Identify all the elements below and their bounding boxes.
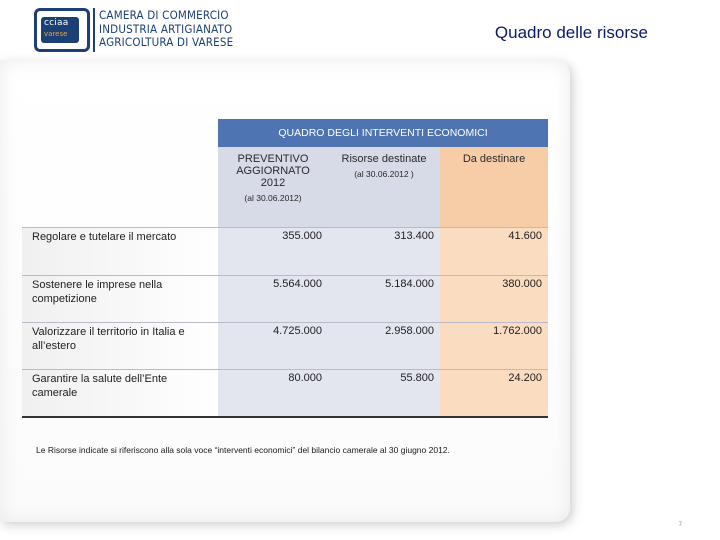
cell-da-destinare: 1.762.000	[440, 322, 548, 369]
header	[0, 0, 720, 58]
row-label: Regolare e tutelare il mercato	[22, 227, 218, 275]
col-destinate-label: Risorse destinate	[341, 153, 427, 165]
footnote: Le Risorse indicate si riferiscono alla sola voce “interventi economici” del bilancio camerale al 30 giugno 2012.	[36, 445, 450, 455]
table-row	[22, 227, 548, 275]
org-line-2: INDUSTRIA ARTIGIANATO	[99, 21, 233, 36]
cell-preventivo: 80.000	[218, 369, 328, 417]
col-preventivo-line2: AGGIORNATO	[236, 165, 310, 177]
table-row	[22, 369, 548, 417]
logo-text-cciaa: cciaa	[44, 18, 69, 28]
cell-destinate: 2.958.000	[328, 322, 440, 369]
cell-destinate: 55.800	[328, 369, 440, 417]
col-da-destinare-label: Da destinare	[462, 153, 526, 165]
cell-da-destinare: 380.000	[440, 275, 548, 322]
cell-da-destinare: 24.200	[440, 369, 548, 417]
cciaa-logo	[34, 8, 90, 52]
cell-preventivo: 355.000	[218, 227, 328, 275]
col-preventivo-line1: PREVENTIVO	[237, 153, 309, 165]
table-title: QUADRO DEGLI INTERVENTI ECONOMICI	[218, 119, 548, 147]
col-preventivo-date: (al 30.06.2012)	[244, 193, 302, 203]
organization-name	[99, 9, 233, 50]
logo-badge	[41, 17, 79, 43]
page-number: 7	[678, 522, 682, 528]
cell-preventivo: 5.564.000	[218, 275, 328, 322]
row-label: Valorizzare il territorio in Italia e all’estero	[22, 322, 218, 369]
interventions-table	[22, 119, 548, 418]
org-line-3: AGRICOLTURA DI VARESE	[99, 35, 234, 49]
column-header-preventivo	[218, 147, 328, 227]
cell-destinate: 313.400	[328, 227, 440, 275]
logo-divider	[93, 8, 95, 52]
column-header-da-destinare	[440, 147, 548, 227]
cell-destinate: 5.184.000	[328, 275, 440, 322]
cell-preventivo: 4.725.000	[218, 322, 328, 369]
row-label: Garantire la salute dell’Ente camerale	[22, 369, 218, 417]
org-line-1: CAMERA DI COMMERCIO	[99, 8, 229, 22]
col-destinate-date: (al 30.06.2012 )	[354, 169, 414, 179]
table-row	[22, 275, 548, 322]
table-row	[22, 322, 548, 369]
row-label: Sostenere le imprese nella competizione	[22, 275, 218, 322]
cell-da-destinare: 41.600	[440, 227, 548, 275]
slide-title: Quadro delle risorse	[494, 23, 648, 42]
column-header-destinate	[328, 147, 440, 227]
col-preventivo-line3: 2012	[260, 177, 286, 189]
logo-text-varese: varese	[44, 30, 68, 38]
